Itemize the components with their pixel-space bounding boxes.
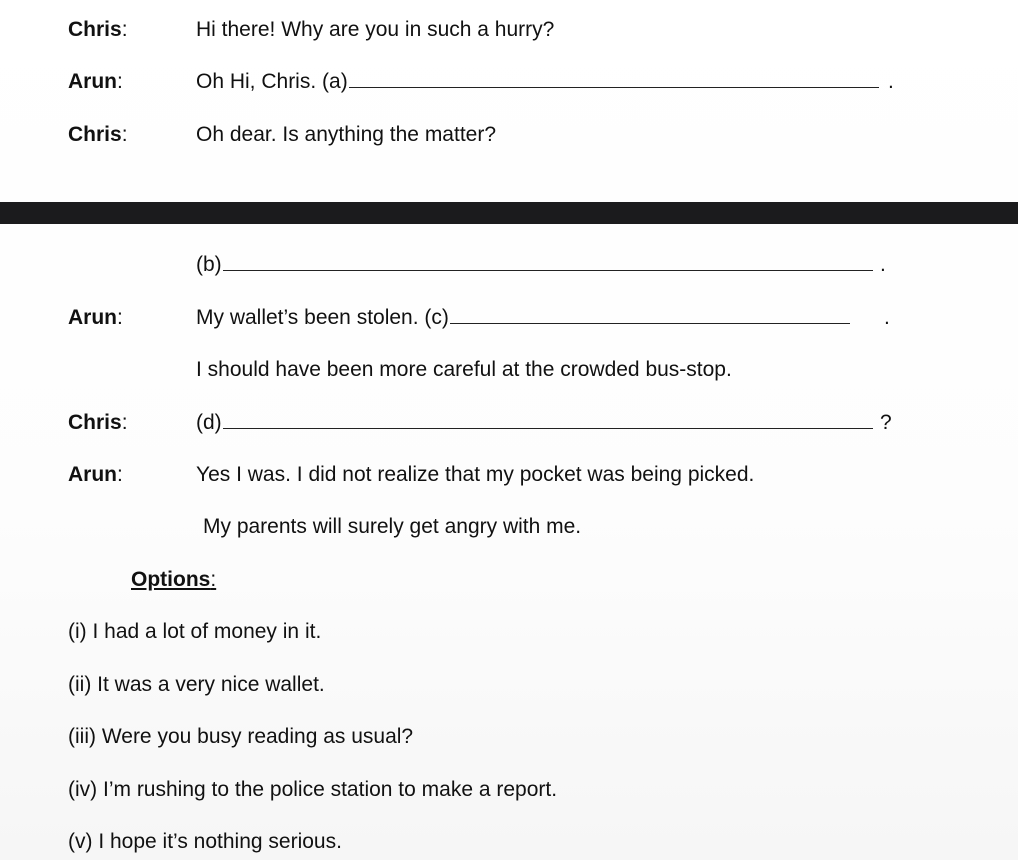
- option-item: (iv) I’m rushing to the police station to make a report.: [68, 778, 558, 801]
- dialogue-text: My parents will surely get angry with me.: [203, 515, 582, 538]
- end-punctuation: .: [880, 253, 886, 276]
- speaker-arun: Arun:: [68, 463, 123, 486]
- dialogue-line-3: [0, 119, 1018, 151]
- dialogue-line-9: [0, 511, 1018, 543]
- answer-blank-d: [223, 408, 873, 429]
- option-item: (i) I had a lot of money in it.: [68, 620, 322, 643]
- end-punctuation: ?: [880, 411, 892, 434]
- end-punctuation: .: [884, 306, 890, 329]
- answer-blank-b: [223, 250, 873, 271]
- page-divider-bar: [0, 202, 1018, 224]
- speaker-chris: Chris:: [68, 411, 128, 434]
- option-item: (ii) It was a very nice wallet.: [68, 673, 325, 696]
- speaker-arun: Arun:: [68, 306, 123, 329]
- dialogue-line-2: [0, 66, 1018, 98]
- answer-blank-a: [349, 67, 879, 88]
- option-item: (v) I hope it’s nothing serious.: [68, 830, 342, 853]
- dialogue-line-1: [0, 14, 1018, 46]
- dialogue-line-8: [0, 459, 1018, 491]
- dialogue-line-5: [0, 302, 1018, 334]
- dialogue-line-6: [0, 354, 1018, 386]
- dialogue-text: My wallet’s been stolen. (c): [196, 302, 850, 334]
- dialogue-text: (b): [196, 249, 873, 281]
- end-punctuation: .: [888, 70, 894, 93]
- dialogue-text: Yes I was. I did not realize that my pocket was being picked.: [196, 463, 755, 486]
- dialogue-line-7: [0, 407, 1018, 439]
- answer-blank-c: [450, 303, 850, 324]
- option-item: (iii) Were you busy reading as usual?: [68, 725, 414, 748]
- dialogue-text: I should have been more careful at the crowded bus-stop.: [196, 358, 732, 381]
- dialogue-text: Hi there! Why are you in such a hurry?: [196, 18, 555, 41]
- speaker-chris: Chris:: [68, 18, 128, 41]
- dialogue-text: Oh dear. Is anything the matter?: [196, 123, 497, 146]
- speaker-arun: Arun:: [68, 70, 123, 93]
- speaker-chris: Chris:: [68, 123, 128, 146]
- dialogue-text: Oh Hi, Chris. (a): [196, 66, 879, 98]
- dialogue-line-4: [0, 249, 1018, 281]
- dialogue-text: (d): [196, 407, 873, 439]
- options-heading: Options:: [131, 568, 217, 591]
